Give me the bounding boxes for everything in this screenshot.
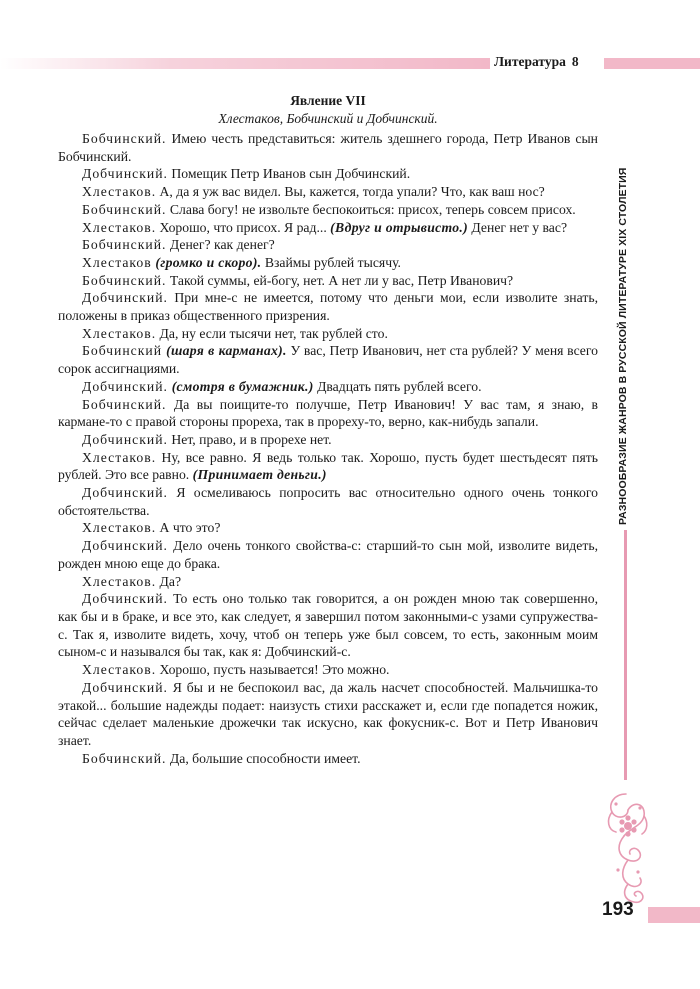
speaker-name: Хлестаков.: [82, 449, 157, 465]
dialogue-line: [58, 289, 598, 324]
dialogue-line: [58, 219, 598, 237]
dialogue-line: [58, 537, 598, 572]
speaker-name: Хлестаков.: [82, 662, 157, 678]
line-text: Да, ну если тысячи нет, так рублей сто.: [156, 325, 388, 341]
speaker-name: Хлестаков.: [82, 219, 157, 235]
dialogue-line: [58, 590, 598, 661]
dialogue-line: [58, 254, 598, 272]
dialogue-line: [58, 679, 598, 750]
line-text: А, да я уж вас видел. Вы, кажется, тогда упали? Что, как ваш нос?: [156, 184, 545, 200]
dialogue-line: [58, 573, 598, 591]
scene-cast: Хлестаков, Бобчинский и Добчинский.: [218, 111, 438, 126]
dialogue-line: [58, 342, 598, 377]
line-text: Да вы поищите-то получше, Петр Иванович! У вас там, я знаю, в кармане-то с правой стороны прореха, так в прореху-то, верно, как-нибудь запали.: [58, 396, 598, 430]
page-content: [58, 92, 598, 767]
speaker-name: Хлестаков.: [82, 325, 157, 341]
side-rule: [624, 530, 627, 780]
line-text: Имею честь представиться: житель здешнего города, Петр Иванов сын Бобчинский.: [58, 131, 598, 164]
page-number: 193: [602, 899, 634, 920]
line-text-after: Двадцать пять рублей всего.: [313, 378, 482, 394]
speaker-name: Добчинский.: [82, 538, 168, 554]
speaker-name: Бобчинский: [82, 343, 163, 359]
dialogue-line: [58, 431, 598, 449]
line-text: Да, большие способности имеет.: [166, 750, 361, 766]
speaker-name: Добчинский.: [82, 290, 168, 306]
stage-direction: (смотря в бумажник.): [167, 378, 314, 394]
header-grade: 8: [571, 54, 579, 69]
speaker-name: Хлестаков: [82, 254, 152, 270]
stage-direction: (Вдруг и отрывисто.): [330, 219, 468, 235]
dialogue-line: [58, 378, 598, 396]
stage-direction: (громко и скоро).: [151, 254, 262, 270]
line-text: Хорошо, пусть называется! Это можно.: [156, 662, 390, 678]
dialogue-line: [58, 130, 598, 165]
dialogue-line: [58, 165, 598, 183]
stage-direction: (шаря в карманах).: [162, 343, 287, 359]
running-header: [494, 54, 604, 70]
line-text: Ну, все равно. Я ведь только так. Хорошо, пусть будет шестьдесят пять рублей. Это все равно.: [58, 449, 598, 483]
header-decor-bar: [0, 58, 490, 69]
dialogue-line: [58, 661, 598, 679]
speaker-name: Добчинский.: [82, 378, 168, 394]
dialogue-line: [58, 484, 598, 519]
line-text: Хорошо, что присох. Я рад...: [156, 219, 331, 235]
floral-swirl-icon: [604, 790, 650, 908]
speaker-name: Добчинский.: [82, 166, 168, 182]
dialogue-line: [58, 272, 598, 290]
line-text-after: У вас, Петр Иванович, нет ста рублей? У меня всего сорок ассигнациями.: [58, 343, 599, 377]
line-text: Такой суммы, ей-богу, нет. А нет ли у вас, Петр Иванович?: [166, 272, 514, 288]
line-text-after: Денег нет у вас?: [468, 219, 568, 235]
dialogue-line: [58, 750, 598, 768]
page-number-bar: [648, 907, 700, 923]
speaker-name: Бобчинский.: [82, 237, 167, 253]
dialogue-line: [58, 519, 598, 537]
dialogue-line: [58, 449, 598, 484]
speaker-name: Бобчинский.: [82, 272, 167, 288]
line-text: Дело очень тонкого свойства-с: старший-то сын мой, изволите видеть, рожден мною еще до брака.: [58, 538, 598, 571]
speaker-name: Хлестаков.: [82, 520, 157, 536]
header-subject: Литература: [494, 54, 566, 69]
speaker-name: Бобчинский.: [82, 201, 167, 217]
dialogue-line: [58, 183, 598, 201]
speaker-name: Добчинский.: [82, 591, 168, 607]
line-text: Нет, право, и в прорехе нет.: [167, 431, 332, 447]
dialogue: [58, 130, 598, 767]
line-text: Денег? как денег?: [166, 237, 275, 253]
line-text: То есть оно только так говорится, а он рожден мною так совершенно, как бы и в браке, и все это, как следует, я завершил потом законными-с узами супружества-с. Так я, изволите видеть, хочу, чтоб он теперь уже был совсем, то есть, законным моим сыном-с и назывался бы так, как я: Добчинский-с.: [58, 591, 598, 660]
stage-direction: (Принимает деньги.): [192, 467, 327, 483]
dialogue-line: [58, 325, 598, 343]
header-decor-bar-right: [604, 58, 700, 69]
line-text: Слава богу! не извольте беспокоиться: присох, теперь совсем присох.: [166, 201, 576, 217]
line-text: Помещик Петр Иванов сын Добчинский.: [167, 166, 411, 182]
line-text: Я осмеливаюсь попросить вас относительно одного очень тонкого обстоятельства.: [58, 485, 598, 518]
speaker-name: Бобчинский.: [82, 750, 167, 766]
line-text: Да?: [156, 573, 182, 589]
line-text: При мне-с не имеется, потому что деньги мои, если изволите знать, положены в приказ общественного призрения.: [58, 290, 598, 324]
speaker-name: Хлестаков.: [82, 573, 157, 589]
speaker-name: Бобчинский.: [82, 131, 167, 146]
speaker-name: Хлестаков.: [82, 184, 157, 200]
side-title-text: РАЗНООБРАЗИЕ ЖАНРОВ В РУССКОЙ ЛИТЕРАТУРЕ XIX СТОЛЕТИЯ: [617, 167, 629, 525]
scene-title: Явление VII: [290, 93, 366, 108]
speaker-name: Бобчинский.: [82, 396, 167, 412]
line-text-after: Взаймы рублей тысячу.: [261, 254, 401, 270]
speaker-name: Добчинский.: [82, 679, 168, 695]
dialogue-line: [58, 396, 598, 431]
line-text: А что это?: [156, 520, 221, 536]
speaker-name: Добчинский.: [82, 431, 168, 447]
speaker-name: Добчинский.: [82, 485, 168, 501]
dialogue-line: [58, 236, 598, 254]
dialogue-line: [58, 201, 598, 219]
line-text: Я бы и не беспокоил вас, да жаль насчет способностей. Мальчишка-то этакой... большие надежды подает: наизусть стихи расскажет и, если где попадется ножик, сейчас сделает маленькие дрожечки так искусно, как фокусник-с. Вот и Петр Иванович знает.: [58, 679, 598, 748]
